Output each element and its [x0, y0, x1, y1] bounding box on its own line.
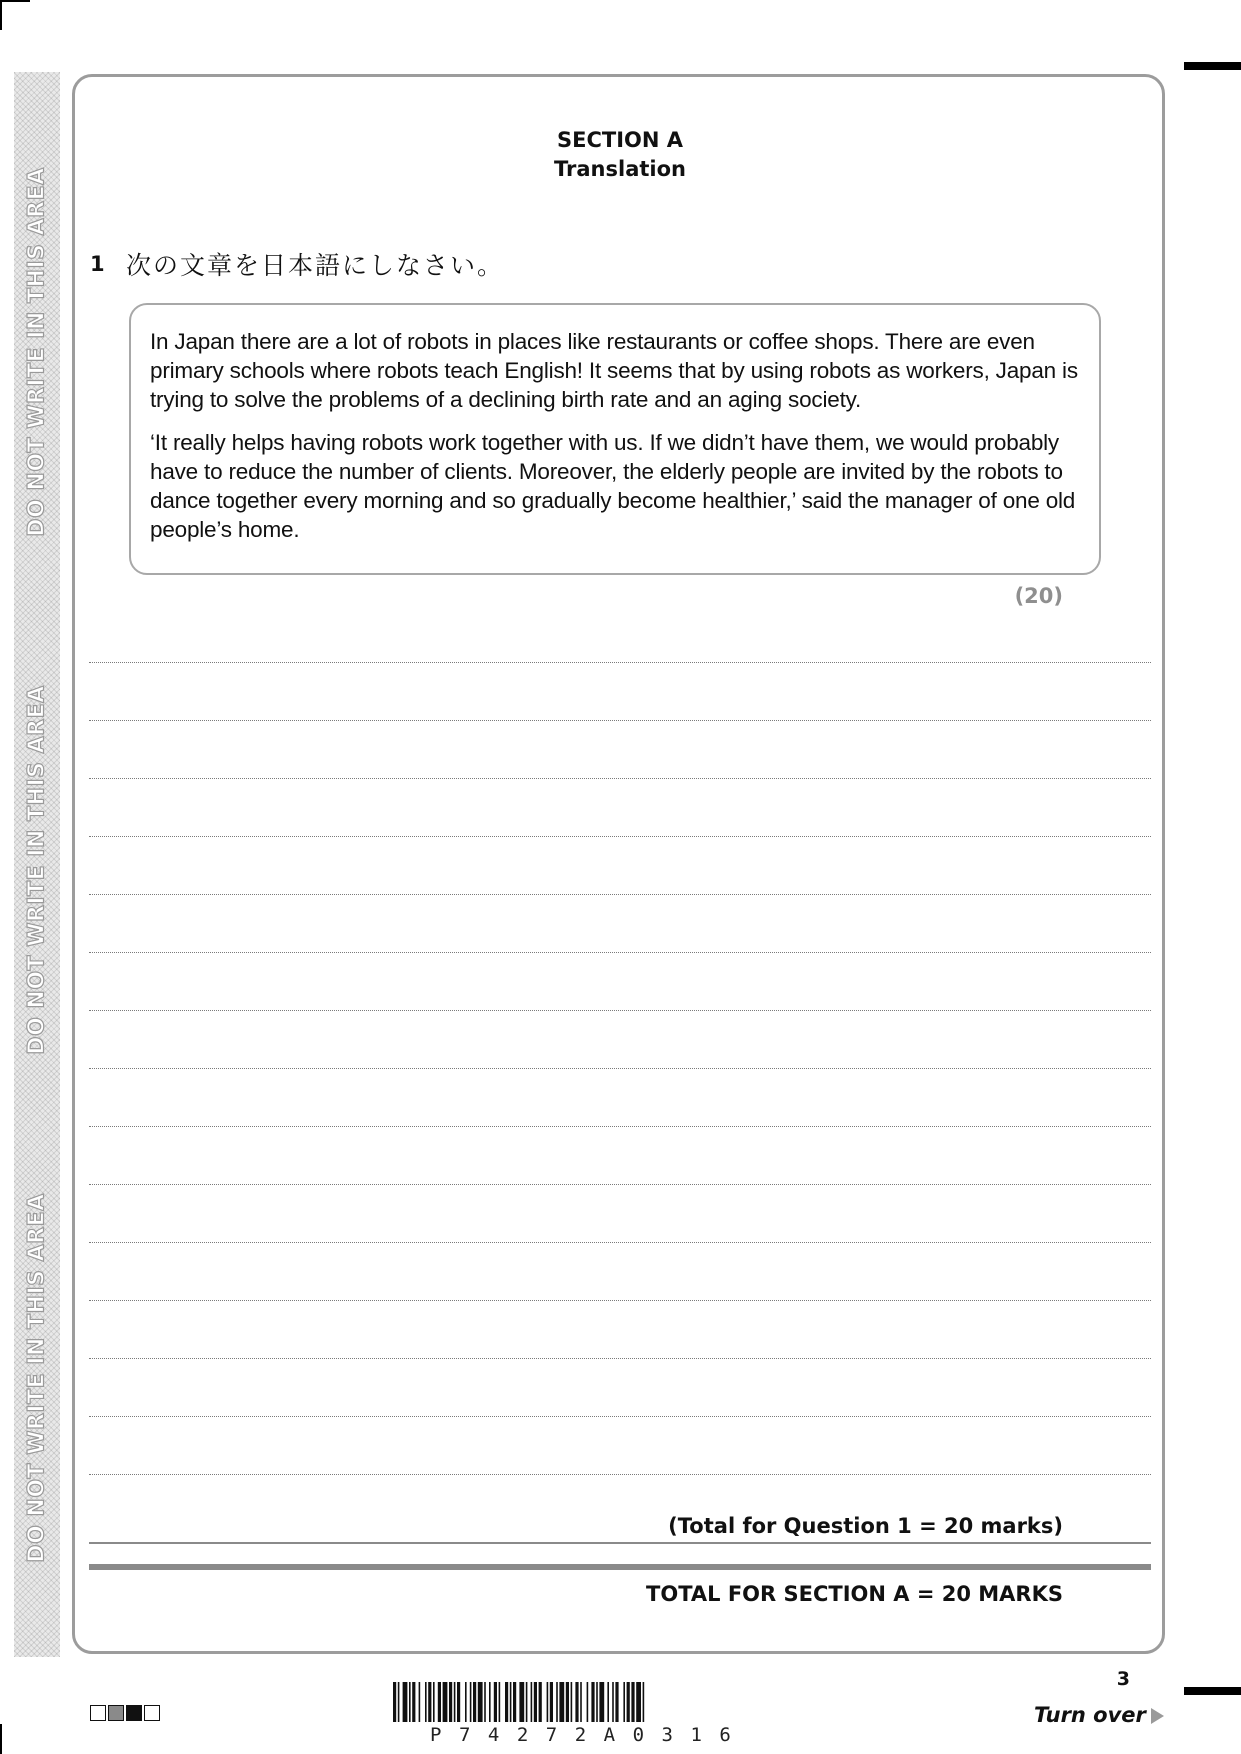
- barcode-bar: [615, 1682, 618, 1722]
- marker-square: [126, 1705, 142, 1721]
- passage-box: [129, 303, 1101, 575]
- barcode-bar: [571, 1682, 573, 1722]
- barcode-bar: [449, 1682, 452, 1722]
- answer-line[interactable]: [89, 1126, 1151, 1127]
- barcode-bar: [599, 1682, 604, 1722]
- barcode-bar: [403, 1682, 408, 1722]
- barcode-bar: [454, 1682, 456, 1722]
- barcode-bar: [412, 1682, 415, 1722]
- barcode-bar: [489, 1682, 491, 1722]
- barcode-bar: [612, 1682, 614, 1722]
- question-instruction: 次の文章を日本語にしなさい。: [126, 251, 505, 280]
- barcode-bar: [607, 1682, 609, 1722]
- barcode-bar: [443, 1682, 448, 1722]
- page-number: 3: [1116, 1668, 1130, 1690]
- barcode-bar: [636, 1682, 641, 1722]
- answer-line[interactable]: [89, 778, 1151, 779]
- turn-over-label: Turn over: [1034, 1703, 1146, 1727]
- barcode-bar: [531, 1682, 533, 1722]
- barcode-bar: [484, 1682, 486, 1722]
- answer-line[interactable]: [89, 894, 1151, 895]
- answer-line[interactable]: [89, 720, 1151, 721]
- barcode-bar: [575, 1682, 578, 1722]
- barcode-text: P74272A0316: [430, 1724, 749, 1746]
- answer-line[interactable]: [89, 1300, 1151, 1301]
- answer-area[interactable]: [89, 662, 1151, 1532]
- answer-line[interactable]: [89, 836, 1151, 837]
- barcode-bar: [547, 1682, 549, 1722]
- barcode-bar: [425, 1682, 427, 1722]
- barcode-bar: [473, 1682, 476, 1722]
- barcode-bar: [457, 1682, 460, 1722]
- crop-mark-top-left-horizontal: [0, 0, 30, 2]
- barcode-bar: [409, 1682, 411, 1722]
- barcode-bar: [513, 1682, 516, 1722]
- barcode-bar: [494, 1682, 497, 1722]
- barcode-bar: [470, 1682, 472, 1722]
- passage-paragraph: ‘It really helps having robots work together with us. If we didn’t have them, we would probably have to reduce the number of clients. Moreover, the elderly people are invited by the robots to dance together every morning and so gradually become healthier,’ said the manager of one old people’s home.: [150, 430, 1076, 542]
- marker-square: [90, 1705, 106, 1721]
- answer-line[interactable]: [89, 1068, 1151, 1069]
- answer-line[interactable]: [89, 952, 1151, 953]
- barcode-bar: [465, 1682, 467, 1722]
- barcode-bar: [534, 1682, 537, 1722]
- barcode-bar: [478, 1682, 483, 1722]
- barcode-bar: [623, 1682, 625, 1722]
- answer-line[interactable]: [89, 1358, 1151, 1359]
- crop-mark-top-left-vertical: [0, 0, 2, 30]
- marks-available: (20): [1014, 584, 1063, 608]
- answer-line[interactable]: [89, 1416, 1151, 1417]
- page-marker-squares: [90, 1705, 160, 1721]
- answer-line[interactable]: [89, 662, 1151, 663]
- answer-line[interactable]: [89, 1242, 1151, 1243]
- barcode-bar: [539, 1682, 542, 1722]
- divider-thin: [89, 1542, 1151, 1544]
- barcode-bar: [499, 1682, 501, 1722]
- section-subtitle: Translation: [554, 157, 686, 181]
- section-heading: [420, 126, 820, 184]
- question-number: 1: [90, 252, 105, 276]
- marker-square: [144, 1705, 160, 1721]
- barcode-bar: [627, 1682, 630, 1722]
- turn-over-arrow-icon: [1151, 1708, 1164, 1724]
- barcode-bar: [566, 1682, 569, 1722]
- question-total: (Total for Question 1 = 20 marks): [668, 1514, 1063, 1538]
- barcode-bar: [510, 1682, 512, 1722]
- passage-paragraph: In Japan there are a lot of robots in places like restaurants or coffee shops. There are even primary schools where robots teach English! It seems that by using robots as workers, Japan is trying to solve the problems of a declining birth rate and an aging society.: [150, 329, 1078, 412]
- answer-line[interactable]: [89, 1184, 1151, 1185]
- barcode-bar: [631, 1682, 634, 1722]
- barcode-bar: [398, 1682, 400, 1722]
- barcode-bar: [587, 1682, 589, 1722]
- section-total: TOTAL FOR SECTION A = 20 MARKS: [646, 1582, 1063, 1606]
- barcode-bar: [526, 1682, 528, 1722]
- barcode-bar: [550, 1682, 553, 1722]
- marker-square: [108, 1705, 124, 1721]
- crop-mark-bottom-left: [0, 1724, 2, 1754]
- barcode-bar: [505, 1682, 508, 1722]
- barcode-bar: [643, 1682, 645, 1722]
- barcode-bar: [393, 1682, 396, 1722]
- barcode-bar: [580, 1682, 582, 1722]
- answer-line[interactable]: [89, 1010, 1151, 1011]
- barcode-bar: [519, 1682, 524, 1722]
- barcode-bar: [438, 1682, 441, 1722]
- answer-line[interactable]: [89, 1474, 1151, 1475]
- barcode-bar: [556, 1682, 558, 1722]
- barcode-bar: [596, 1682, 598, 1722]
- barcode-bar: [559, 1682, 564, 1722]
- registration-mark-top-right: [1184, 62, 1241, 70]
- section-title: SECTION A: [556, 128, 683, 152]
- barcode-bar: [428, 1682, 431, 1722]
- barcode: [393, 1682, 843, 1722]
- barcode-bar: [591, 1682, 594, 1722]
- registration-mark-bottom-right: [1184, 1687, 1241, 1695]
- barcode-bar: [433, 1682, 435, 1722]
- divider-thick: [89, 1564, 1151, 1570]
- barcode-bar: [419, 1682, 421, 1722]
